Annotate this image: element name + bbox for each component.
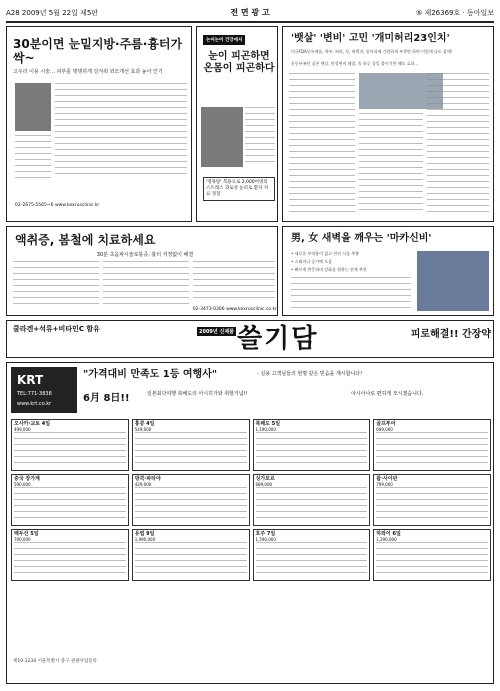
travel-card[interactable]	[132, 529, 250, 581]
card-title: 백두산 5일	[14, 531, 39, 537]
travel-card[interactable]	[373, 529, 491, 581]
card-title: 호주 7일	[255, 531, 276, 537]
ad2-headline: 눈이 피곤하면 온몸이 피곤하다	[203, 51, 275, 74]
ad3-col-3	[427, 73, 489, 213]
card-title: 방콕·파타야	[134, 476, 161, 482]
banner-badge: 2009년 신제품	[199, 329, 234, 335]
ad2-tag: 논어논어 건강에서	[203, 35, 245, 45]
ad5-product-photo	[417, 251, 489, 311]
ad-travel-krt	[6, 362, 494, 684]
ad1-footer: 02-2675-5565~6 www.kexrusclinic.kr	[15, 203, 100, 208]
card-title: 홍콩 4일	[134, 421, 155, 427]
card-price: 590,000	[14, 482, 31, 487]
card-body	[14, 542, 126, 578]
travel-headline: "가격대비 만족도 1등 여행사"	[83, 369, 218, 380]
card-price: 549,000	[134, 427, 152, 432]
ad3-sub2: 운동부족인 실온 뱃살, 만성변비 해결, 꼭 하루 종일 붙이기만 해도 효과...	[291, 61, 419, 66]
card-title: 유럽 9일	[134, 531, 155, 537]
card-price: 689,000	[255, 482, 273, 487]
travel-footer: 제10-1234 서울특별시 중구 관광사업등록	[13, 659, 97, 664]
travel-phone: TEL:771-3838	[17, 391, 52, 397]
ad5-body	[291, 277, 411, 311]
ad1-subhead: 고우리 이용 시술… 피부를 탱탱하게 당겨줘 외모개선 효과 높아 인기	[13, 69, 163, 75]
banner-title: 쓸기담	[237, 324, 319, 354]
ad-odor-clinic	[6, 226, 278, 316]
travel-card[interactable]	[11, 529, 129, 581]
ad5-bullet-2: • 스태미나 증가에 도움	[291, 259, 332, 264]
ad-eye-clinic	[6, 26, 192, 222]
card-body	[256, 542, 368, 578]
banner-left: 쿨라겐+석류+비타민C 함유	[13, 325, 100, 333]
travel-tag: - 실용 고객님들의 현명 같은 믿음을 제시합니다!	[257, 371, 363, 377]
travel-card[interactable]	[11, 419, 129, 471]
card-body	[376, 487, 488, 523]
ad4-headline: 액취증, 봄철에 치료하세요	[15, 233, 156, 247]
travel-card[interactable]	[253, 529, 371, 581]
ad5-headline: 男, 女 새벽을 깨우는 '마카신비'	[291, 233, 432, 244]
ad3-sub1: 미국FDA등록제품, 복부, 허리, 등, 허벅지, 종아리에 간편하게 부착만 하면 이렇게 나도 몸매!	[291, 49, 453, 54]
card-price: 1,990,000	[134, 537, 156, 542]
travel-card[interactable]	[253, 474, 371, 526]
travel-card[interactable]	[373, 419, 491, 471]
header-rule	[6, 21, 494, 23]
travel-brand-box	[11, 367, 77, 413]
card-title: 오사카·교토 4일	[14, 421, 51, 427]
card-title: 중국 장가계	[14, 476, 40, 482]
travel-web[interactable]: www.krt.co.kr	[17, 401, 52, 407]
travel-route-2: 아시아나로 편하게 모시겠습니다.	[351, 391, 424, 397]
ad1-body-text-2	[15, 135, 51, 179]
ad2-body-text	[245, 107, 275, 167]
ad5-bullet-3: • 빠르게 반응하며 강화를 원하는 분께 추천	[291, 267, 367, 272]
card-body	[135, 487, 247, 523]
header-left: A28 2009년 5월 22일 제5판	[6, 9, 99, 17]
card-body	[256, 487, 368, 523]
travel-card[interactable]	[253, 419, 371, 471]
travel-card[interactable]	[132, 474, 250, 526]
ad4-col-3	[193, 261, 275, 299]
card-title: 골프투어	[376, 421, 396, 427]
ad2-caption: '명목탕' 복용으로 2,000여명의 스트레스 과로성 눈피로 환자 치료 경험	[203, 177, 275, 201]
card-body	[256, 432, 368, 468]
card-price: 699,000	[376, 427, 393, 432]
ad3-col-2	[359, 113, 423, 213]
card-price: 429,000	[134, 482, 152, 487]
card-title: 하와이 6일	[376, 531, 401, 537]
card-body	[14, 487, 126, 523]
header-center: 전 면 광 고	[230, 8, 270, 17]
card-body	[376, 432, 488, 468]
ad-macasinbi	[282, 226, 494, 316]
ad-eye-fatigue	[196, 26, 278, 222]
card-price: 1,190,000	[255, 427, 276, 432]
ad1-body-text	[55, 83, 187, 179]
ad1-headline: 30분이면 눈밑지방·주름·흉터가 싹~	[13, 37, 183, 65]
travel-card-grid	[11, 419, 491, 581]
card-body	[376, 542, 488, 578]
travel-card[interactable]	[132, 419, 250, 471]
ad5-bullet-1: • 새로운 부작용이 없고 천연 식물 추출	[291, 251, 359, 256]
ad4-subhead: 30분 초음파시술로통증, 흉터 걱정없이 해결	[96, 252, 194, 258]
header-right: ⑤ 제26369호 · 동아일보	[415, 9, 494, 17]
card-price: 1,590,000	[255, 537, 276, 542]
ad4-col-2	[103, 261, 189, 307]
travel-date: 6月 8日!!	[83, 393, 130, 404]
ad3-headline: '뱃살' '변비' 고민 '개미허리23인치'	[291, 33, 450, 44]
travel-route: 일본최다여행 북해도의 아시히가와 취항기념!!	[147, 391, 248, 397]
ad3-col-1	[289, 73, 355, 213]
ad2-photo	[201, 107, 243, 167]
card-title: 싱가포르	[255, 476, 275, 482]
page-header	[6, 6, 494, 20]
card-price: 790,000	[14, 537, 31, 542]
doctor-photo	[15, 83, 51, 131]
card-title: 괌·사이판	[376, 476, 398, 482]
card-body	[135, 542, 247, 578]
travel-brand: KRT	[17, 373, 44, 387]
card-body	[14, 432, 126, 468]
card-price: 499,000	[14, 427, 31, 432]
ad-waist-slimming	[282, 26, 494, 222]
card-price: 1,290,000	[376, 537, 397, 542]
card-title: 북해도 5일	[255, 421, 281, 427]
banner-right: 피로해결!! 간장약	[410, 329, 491, 340]
card-price: 799,000	[376, 482, 393, 487]
travel-card[interactable]	[11, 474, 129, 526]
ad4-col-1	[13, 261, 99, 307]
ad-banner-ssulgidam	[6, 320, 494, 358]
card-body	[135, 432, 247, 468]
travel-card[interactable]	[373, 474, 491, 526]
ad4-footer: 02-3473-0306 www.kexrusclinic.co.kr	[192, 307, 277, 312]
